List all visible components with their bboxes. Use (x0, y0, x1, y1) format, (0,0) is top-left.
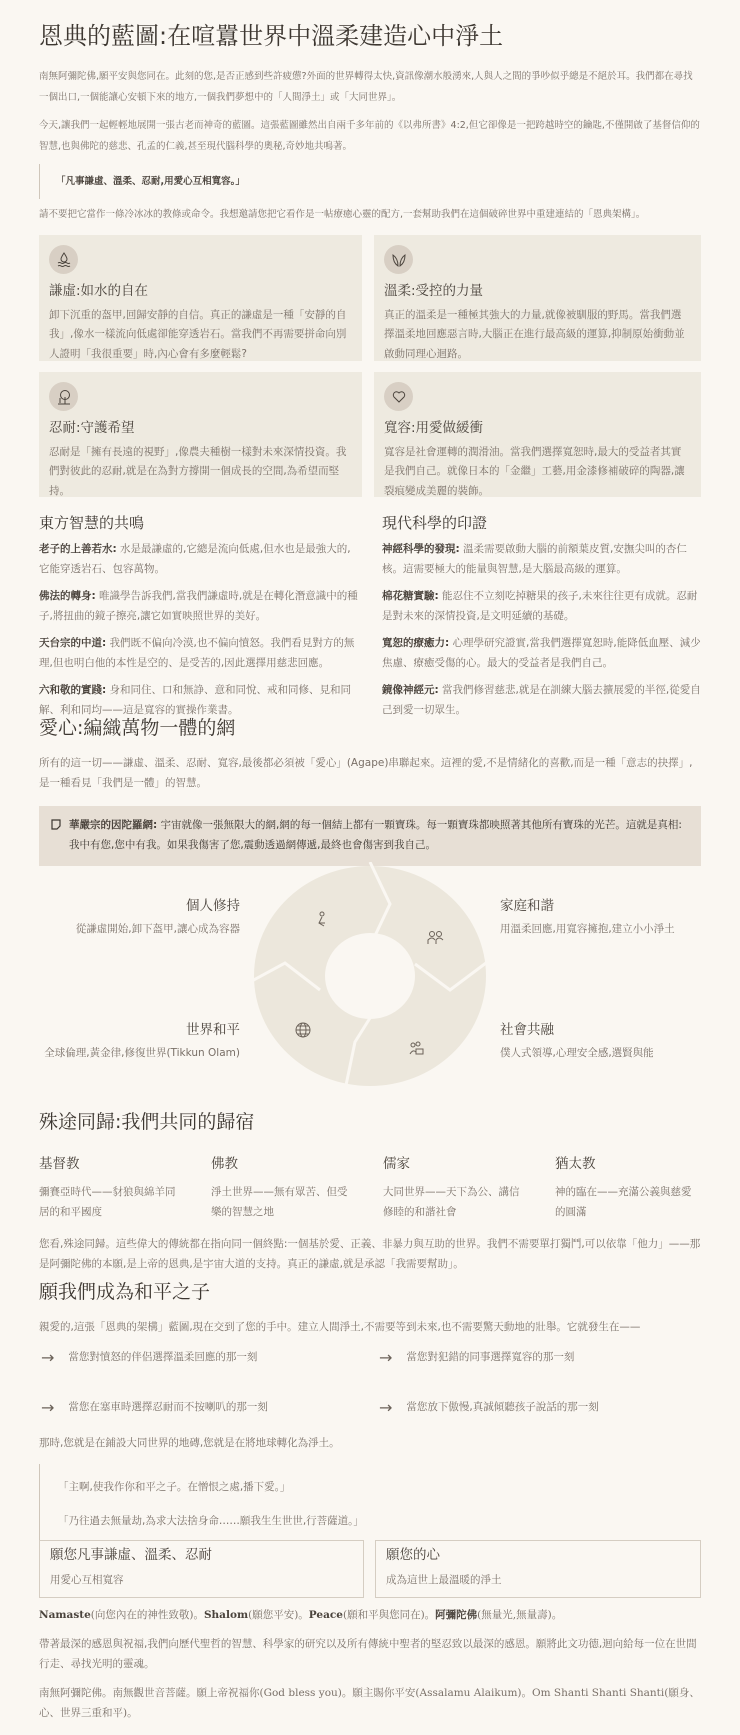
list-item: 寬恕的療癒力: 心理學研究證實,當我們選擇寬恕時,能降低血壓、減少焦慮、療癒受傷的心。最大的受益者是我們自己。 (382, 636, 701, 669)
tradition-column: 佛教 淨土世界——無有眾苦、但受樂的智慧之地 (211, 1155, 348, 1219)
blessing-box: 願您凡事謙虛、溫柔、忍耐 用愛心互相寬容 (39, 1540, 364, 1598)
section-heading: 願我們成為和平之子 (39, 1281, 211, 1303)
cycle-item: 個人修持 從謙虛開始,卸下盔甲,讓心成為容器 (75, 898, 240, 935)
greetings-line: Namaste(向您內在的神性致敬)。Shalom(願您平安)。Peace(願和平與您同在)。阿彌陀佛(無量光,無量壽)。 (39, 1609, 563, 1621)
arrow-right-icon: → (379, 1348, 393, 1367)
moment-item: → 當您在塞車時選擇忍耐而不按喇叭的那一刻 (41, 1393, 268, 1423)
card-title: 寬容:用愛做緩衝 (384, 420, 484, 436)
list-item: 佛法的轉身: 唯識學告訴我們,當我們謙虛時,就是在轉化潛意識中的種子,將扭曲的鏡子擦亮,讓它如實映照世界的美好。 (39, 589, 358, 622)
verse-text: 「凡事謙虛、溫柔、忍耐,用愛心互相寬容。」 (56, 176, 245, 187)
section-heading: 東方智慧的共鳴 (39, 514, 145, 532)
invite-paragraph: 請不要把它當作一條冷冰冰的教條或命令。我想邀請您把它看作是一帖療癒心靈的配方,一套幫助我們在這個破碎世界中重建連結的「恩典架構」。 (39, 209, 646, 220)
water-drop-icon (49, 245, 78, 274)
virtue-card (374, 235, 701, 361)
wings-icon (384, 245, 413, 274)
paths-paragraph: 您看,殊途同歸。這些偉大的傳統都在指向同一個終點:一個基於愛、正義、非暴力與互助的世界。我們不需要單打獨鬥,可以依靠「他力」——那是阿彌陀佛的本願,是上帝的恩典,是宇宙大道的支持。真正的謙虛,就是承認「我需要幫助」。 (39, 1238, 701, 1271)
traditions-grid (39, 1156, 701, 1223)
after-paragraph: 那時,您就是在鋪設大同世界的地磚,您就是在將地球轉化為淨土。 (39, 1437, 340, 1449)
tradition-column: 猶太教 神的臨在——充滿公義與慈愛的圓滿 (555, 1155, 692, 1219)
tradition-column: 儒家 大同世界——天下為公、講信修睦的和諧社會 (383, 1155, 520, 1219)
list-item: 鏡像神經元: 當我們修習慈悲,就是在訓練大腦去擴展愛的半徑,從愛自己到愛一切眾生。 (382, 683, 701, 716)
note-icon (51, 818, 61, 838)
page-title: 恩典的藍圖:在喧囂世界中溫柔建造心中淨土 (39, 22, 504, 50)
prayer-quote: 「主啊,使我作你和平之子。在憎恨之處,播下愛。」 「乃往過去無量劫,為求大法捨身命……願我生生世世,行菩薩道。」 (39, 1464, 701, 1546)
list-item: 天台宗的中道: 我們既不偏向冷漠,也不偏向憤怒。我們看見對方的無理,但也明白他的本性是空的、是受苦的,因此選擇用慈悲回應。 (39, 636, 355, 669)
concentric-cycle-diagram (250, 862, 490, 1090)
moment-item: → 當您對憤怒的伴侶選擇溫柔回應的那一刻 (41, 1343, 257, 1373)
indra-net-callout: 華嚴宗的因陀羅網: 宇宙就像一張無限大的網,網的每一個結上都有一顆寶珠。每一顆寶珠都映照著其他所有寶珠的光芒。這就是真相:我中有您,您中有我。如果我傷害了您,震動透過網傳遞,最終也會傷害到我自己。 (39, 806, 701, 866)
list-item: 神經科學的發現: 溫柔需要啟動大腦的前額葉皮質,安撫尖叫的杏仁核。這需要極大的能量與智慧,是大腦最高級的運算。 (382, 543, 687, 575)
tradition-column: 基督教 彌賽亞時代——豺狼與綿羊同居的和平國度 (39, 1155, 176, 1219)
blessing-box: 願您的心 成為這世上最溫暖的淨土 (375, 1540, 701, 1598)
card-text: 卸下沉重的盔甲,回歸安靜的自信。真正的謙虛是一種「安靜的自我」,像水一樣流向低處卻能穿透岩石。當我們不再需要拼命向別人證明「我很重要」時,內心會有多麼輕鬆? (49, 308, 347, 361)
card-title: 溫柔:受控的力量 (384, 283, 484, 299)
section-heading: 殊途同歸:我們共同的歸宿 (39, 1111, 255, 1133)
moment-item: → 當您放下傲慢,真誠傾聽孩子說話的那一刻 (379, 1393, 599, 1423)
modern-science-section (382, 514, 702, 721)
section-heading: 愛心:編織萬物一體的網 (39, 717, 236, 739)
card-text: 忍耐是「擁有長遠的視野」,像農夫種樹一樣對未來深情投資。我們對彼此的忍耐,就是在為對方撐開一個成長的空間,為希望而堅持。 (49, 445, 347, 498)
list-item: 老子的上善若水: 水是最謙虛的,它總是流向低處,但水也是最強大的,它能穿透岩石、包容萬物。 (39, 543, 351, 575)
verse-quote (39, 164, 701, 199)
intro-paragraph: 今天,讓我們一起輕輕地展開一張古老而神奇的藍圖。這張藍圖雖然出自兩千多年前的《以弗所書》4:2,但它卻像是一把跨越時空的鑰匙,不僅開啟了基督信仰的智慧,也與佛陀的慈悲、孔孟的仁義,甚至現代腦科學的奧秘,奇妙地共鳴著。 (39, 120, 700, 152)
card-text: 寬容是社會運轉的潤滑油。當我們選擇寬恕時,最大的受益者其實是我們自己。就像日本的「金繼」工藝,用金漆修補破碎的陶器,讓裂痕變成美麗的裝飾。 (384, 445, 685, 498)
card-title: 謙虛:如水的自在 (49, 283, 149, 299)
virtue-card (39, 372, 362, 497)
heart-icon (384, 382, 413, 411)
intro-paragraph: 南無阿彌陀佛,願平安與您同在。此刻的您,是否正感到些許疲憊?外面的世界轉得太快,資訊像潮水般湧來,人與人之間的爭吵似乎總是不絕於耳。我們都在尋找一個出口,一個能讓心安頓下來的地方,一個我們夢想中的「人間淨土」或「大同世界」。 (39, 71, 693, 103)
peace-paragraph: 親愛的,這張「恩典的架構」藍圖,現在交到了您的手中。建立人間淨土,不需要等到未來,也不需要驚天動地的壯舉。它就發生在—— (39, 1320, 641, 1333)
thanks-paragraph: 帶著最深的感恩與祝福,我們向歷代聖哲的智慧、科學家的研究以及所有傳統中聖者的堅忍致以最深的感恩。願將此文功德,迴向給每一位在世間行走、尋找光明的靈魂。 (39, 1637, 697, 1670)
virtue-card (39, 235, 362, 361)
blessing-paragraph: 南無阿彌陀佛。南無觀世音菩薩。願上帝祝福你(God bless you)。願主賜你平安(Assalamu Alaikum)。Om Shanti Shanti Shanti(願身、心、世界三重和平)。 (39, 1686, 700, 1719)
card-text: 真正的溫柔是一種極其強大的力量,就像被馴服的野馬。當我們選擇溫柔地回應惡言時,大腦正在進行最高級的運算,抑制原始衝動並啟動同理心迴路。 (384, 308, 685, 361)
cycle-item: 家庭和諧 用溫柔回應,用寬容擁抱,建立小小淨土 (500, 898, 675, 935)
love-paragraph: 所有的這一切——謙虛、溫柔、忍耐、寬容,最後都必須被「愛心」(Agape)串聯起來。這裡的愛,不是情緒化的喜歡,而是一種「意志的抉擇」,是一種看見「我們是一體」的智慧。 (39, 756, 693, 789)
arrow-right-icon: → (41, 1398, 55, 1417)
arrow-right-icon: → (41, 1348, 55, 1367)
list-item: 棉花糖實驗: 能忍住不立刻吃掉糖果的孩子,未來往往更有成就。忍耐是對未來的深情投資,是文明延續的基礎。 (382, 589, 698, 622)
arrow-right-icon: → (379, 1398, 393, 1417)
list-item: 六和敬的實踐: 身和同住、口和無諍、意和同悅、戒和同修、見和同解、利和同均——這是寬容的實操作業書。 (39, 683, 352, 716)
cycle-item: 社會共融 僕人式領導,心理安全感,選賢與能 (500, 1022, 654, 1059)
section-heading: 現代科學的印證 (382, 514, 488, 532)
virtue-card (374, 372, 701, 497)
tree-icon (49, 382, 78, 411)
cycle-item: 世界和平 全球倫理,黃金律,修復世界(Tikkun Olam) (44, 1022, 240, 1059)
moment-item: → 當您對犯錯的同事選擇寬容的那一刻 (379, 1343, 574, 1373)
card-title: 忍耐:守護希望 (49, 420, 135, 436)
east-wisdom-section (39, 514, 359, 721)
